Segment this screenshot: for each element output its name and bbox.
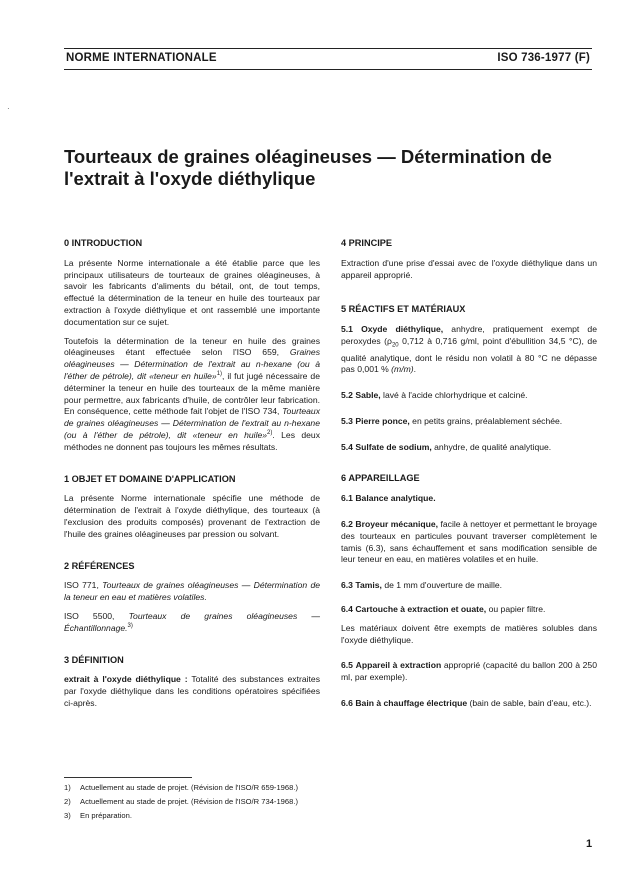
footnote-ref-3: 3)	[127, 622, 133, 629]
item-number: 6.5	[341, 660, 353, 671]
text-run: , il fut jugé nécessaire de déterminer la teneur en huile des tourteaux de la même manière pour permettre, aux fabricants d'huile, de contrôler leur fabrication. En conséquence, cette méthode fait l'objet de l'ISO 734,	[64, 370, 320, 417]
item-number: 6.2	[341, 519, 353, 530]
item-name: Tamis,	[355, 580, 382, 591]
margin-mark: ·	[7, 104, 10, 113]
reagent-item-5-4	[341, 442, 597, 454]
footnote-number: 2)	[64, 797, 71, 806]
footnote-text: Actuellement au stade de projet. (Révision de l'ISO/R 734-1968.)	[80, 797, 298, 806]
footnote	[64, 795, 298, 809]
apparatus-item-6-4	[341, 604, 597, 616]
footnote-ref-2: 2)	[267, 430, 273, 437]
text-run: lavé à l'acide chlorhydrique et calciné.	[380, 390, 528, 401]
section-heading-apparatus: 6 APPAREILLAGE	[341, 473, 420, 484]
item-number: 5.2	[341, 390, 353, 401]
text-run: ou papier filtre.	[486, 604, 546, 615]
text-run: .	[413, 364, 416, 375]
footnote-text: En préparation.	[80, 811, 132, 820]
text-run: anhydre, pratiquement exempt de peroxydes (ρ	[341, 324, 597, 346]
reagent-item-5-3	[341, 416, 597, 428]
page-title: Tourteaux de graines oléagineuses — Détermination de l'extrait à l'oxyde diéthylique	[64, 146, 552, 189]
footnotes	[64, 781, 298, 823]
section-heading-principle: 4 PRINCIPE	[341, 238, 393, 248]
text-run: (bain de sable, bain d'eau, etc.).	[467, 698, 592, 709]
text-run: ISO 5500,	[64, 610, 129, 621]
iso-734-title: Tourteaux de graines oléagineuses — Détermination de l'extrait au n-hexane (ou à l'éther de pétrole), dit «teneur en huile»	[64, 406, 320, 440]
footnote-number: 3)	[64, 811, 71, 820]
item-name: Sulfate de sodium,	[355, 441, 432, 452]
text-run: . Les deux méthodes ne donnent pas toujours les mêmes résultats.	[64, 429, 320, 452]
apparatus-item-6-5	[341, 660, 597, 684]
footnote-divider	[64, 777, 192, 778]
apparatus-item-6-3	[341, 580, 597, 592]
text-run: en petits grains, préalablement séchée.	[409, 415, 563, 426]
reference-iso-771	[64, 580, 320, 604]
text-run: ISO 771,	[64, 580, 103, 591]
text-run: de 1 mm d'ouverture de maille.	[381, 580, 503, 591]
reference-title: Tourteaux de graines oléagineuses — Détermination de la teneur en eau et matières volatiles.	[64, 580, 320, 603]
apparatus-item-6-4-note: Les matériaux doivent être exempts de matières solubles dans l'oxyde diéthylique.	[341, 622, 597, 645]
text-run: approprié (capacité du ballon 200 à 250 ml, par exemple).	[341, 660, 597, 683]
section-heading-scope: 1 OBJET ET DOMAINE D'APPLICATION	[64, 473, 236, 484]
iso-659-title: Graines oléagineuses — Détermination de l'extrait au n-hexane (ou à l'éther de pétrole), dit «teneur en huile»	[64, 347, 320, 381]
footnote-number: 1)	[64, 783, 71, 792]
scope-paragraph: La présente Norme internationale spécifie une méthode de détermination de l'extrait à l'oxyde diéthylique, des tourteaux (à l'exclusion des produits composés) provenant de l'extraction de l'huile des graines oléagineuses par pression ou solvant.	[64, 493, 320, 539]
item-name: Sable,	[355, 390, 381, 401]
footnote	[64, 781, 298, 795]
item-number: 6.3	[341, 580, 353, 591]
item-name: Balance analytique.	[355, 493, 436, 504]
item-name: Appareil à extraction	[355, 660, 442, 671]
principle-paragraph: Extraction d'une prise d'essai avec de l'oxyde diéthylique dans un appareil approprié.	[341, 257, 597, 280]
reference-title: Tourteaux de graines oléagineuses — Échantillonnage.	[64, 610, 320, 633]
item-name: Oxyde diéthylique,	[361, 324, 444, 335]
text-run: Toutefois la détermination de la teneur en huile des graines oléagineuses étant effectuée selon l'ISO 659,	[64, 335, 320, 358]
reagent-item-5-2	[341, 390, 597, 402]
introduction-paragraph-1: La présente Norme internationale a été établie parce que les principaux utilisateurs de tourteaux de graines oléagineuses, à savoir les fabricants d'aliments du bétail, ont, de tout temps, effectué la détermination de la teneur en huile des tourteaux par extraction à l'oxyde diéthylique et ont rassemblé une importante documentation sur ce sujet.	[64, 257, 320, 327]
footnote-text: Actuellement au stade de projet. (Révision de l'ISO/R 659-1968.)	[80, 783, 298, 792]
reference-iso-5500	[64, 611, 320, 635]
item-name: Pierre ponce,	[355, 415, 410, 426]
apparatus-item-6-6	[341, 698, 597, 710]
density-subscript: 20	[391, 342, 399, 349]
item-number: 5.4	[341, 441, 353, 452]
item-number: 6.6	[341, 698, 353, 709]
left-column	[64, 238, 320, 717]
item-number: 5.3	[341, 415, 353, 426]
reagent-item-5-1	[341, 324, 597, 376]
item-name: Bain à chauffage électrique	[355, 698, 468, 709]
apparatus-item-6-2	[341, 519, 597, 566]
text-run: Totalité des substances extraites par l'oxyde diéthylique dans les conditions opératoires spécifiées ci-après.	[64, 674, 320, 708]
section-heading-definition: 3 DÉFINITION	[64, 654, 124, 665]
page-number: 1	[586, 838, 593, 850]
text-run: 0,712 à 0,716 g/ml, point d'ébullition 34,5 °C), de qualité analytique, dont le résidu non volatil à 80 °C ne dépasse pas 0,001 %	[341, 335, 597, 375]
page-header	[64, 48, 592, 70]
unit-mm: (m/m)	[391, 364, 414, 375]
text-run: anhydre, de qualité analytique.	[431, 441, 552, 452]
item-number: 6.1	[341, 493, 353, 504]
footnote-ref-1: 1)	[216, 371, 223, 378]
standard-type-label: NORME INTERNATIONALE	[66, 52, 217, 64]
item-name: Broyeur mécanique,	[355, 519, 439, 530]
right-column	[341, 238, 597, 717]
footnote	[64, 809, 298, 823]
standard-reference: ISO 736-1977 (F)	[497, 52, 590, 64]
section-heading-reagents: 5 RÉACTIFS ET MATÉRIAUX	[341, 304, 466, 315]
apparatus-item-6-1	[341, 493, 597, 505]
introduction-paragraph-2	[64, 336, 320, 454]
defined-term: extrait à l'oxyde diéthylique :	[64, 674, 188, 685]
text-run: facile à nettoyer et permettant le broyage des tourteaux en particules pouvant traverser complètement le tamis (6.3), sans échauffement et sans modification sensible de leur teneur en eau, en matières volatiles et en huile.	[341, 519, 597, 565]
section-heading-introduction: 0 INTRODUCTION	[64, 238, 143, 248]
item-name: Cartouche à extraction et ouate,	[355, 604, 487, 615]
section-heading-references: 2 RÉFÉRENCES	[64, 560, 135, 571]
item-number: 6.4	[341, 604, 353, 615]
definition-paragraph	[64, 674, 320, 709]
item-number: 5.1	[341, 324, 353, 335]
